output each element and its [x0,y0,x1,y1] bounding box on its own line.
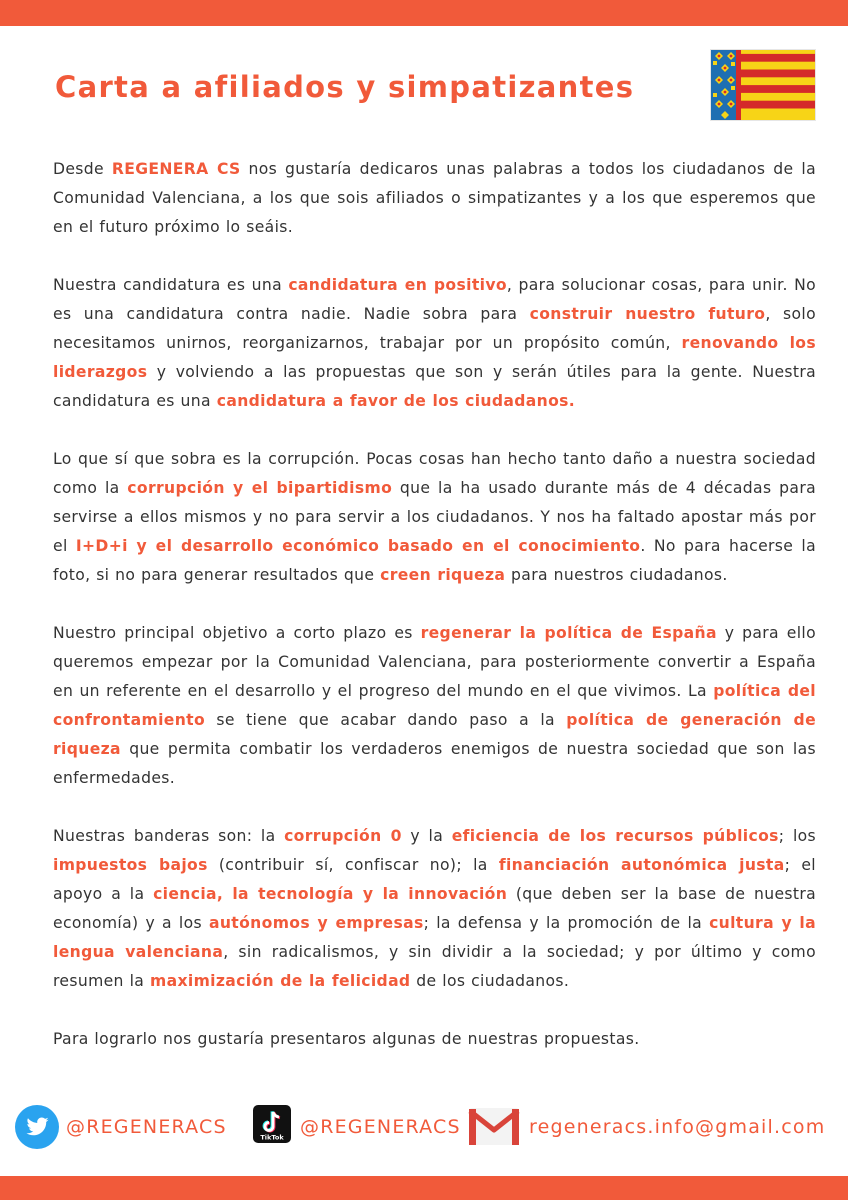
highlighted-text: autónomos y empresas [208,914,424,932]
body-text-segment: ; los [778,827,817,845]
highlighted-text: regenerar la política de España [420,624,717,642]
body-text-segment: que permita combatir los verdaderos enemigos de nuestra sociedad que son las enfermedades. [53,740,816,787]
paragraph [53,445,816,590]
body-text-segment: y para ello queremos empezar por la Comunidad Valenciana, para posteriormente convertir a España en un referente en el desarrollo y el progreso del mundo en el que vivimos. La [53,624,816,700]
body-text-segment: , para solucionar cosas, para unir. No es una candidatura contra nadie. Nadie sobra para [53,276,817,323]
body-text-segment: ; la defensa y la promoción de la [423,914,710,932]
page-title: Carta a afiliados y simpatizantes [55,70,635,104]
body-text-segment: . No para hacerse la foto, si no para generar resultados que [53,537,816,584]
highlighted-text: política del confrontamiento [53,682,816,729]
body-text-segment: ; el apoyo a la [53,856,816,903]
body-text-segment: Nuestro principal objetivo a corto plazo es [53,624,421,642]
body-text-segment: Lo que sí que sobra es la corrupción. Pocas cosas han hecho tanto daño a nuestra sociedad como la [53,450,816,497]
twitter-icon[interactable] [15,1105,61,1151]
tiktok-logo-text: TikTok [260,1133,284,1142]
body-text-segment: de los ciudadanos. [410,972,570,990]
highlighted-text: política de generación de riqueza [53,711,817,758]
body-text-segment: Desde [53,160,112,178]
body-text-segment: Nuestra candidatura es una [53,276,289,294]
highlighted-text: cultura y la lengua valenciana [53,914,817,961]
letter-body [53,155,816,1083]
tiktok-icon[interactable] [253,1105,291,1151]
tiktok-handle[interactable]: @REGENERACS [300,1116,461,1138]
paragraph [53,155,816,242]
body-text-segment: Nuestras banderas son: la [53,827,285,845]
body-text-segment: que la ha usado durante más de 4 décadas para servirse a ellos mismos y no para servir a los ciudadanos. Y nos ha faltado apostar más por el [53,479,816,555]
highlighted-text: corrupción 0 [284,827,402,845]
body-text-segment: , sin radicalismos, y sin dividir a la sociedad; y por último y como resumen la [53,943,816,990]
valencian-flag-icon [710,49,816,121]
body-text-segment: (contribuir sí, confiscar no); la [207,856,499,874]
body-text-segment: y volviendo a las propuestas que son y serán útiles para la gente. Nuestra candidatura es una [53,363,816,410]
highlighted-text: corrupción y el bipartidismo [127,479,393,497]
paragraph [53,619,816,793]
gmail-icon[interactable] [468,1105,520,1151]
highlighted-text: renovando los liderazgos [53,334,816,381]
body-text-segment: para nuestros ciudadanos. [505,566,728,584]
highlighted-text: ciencia, la tecnología y la innovación [153,885,508,903]
body-text-segment: (que deben ser la base de nuestra economía) y a los [53,885,816,932]
highlighted-text: REGENERA CS [111,160,241,178]
body-text-segment: Para lograrlo nos gustaría presentaros algunas de nuestras propuestas. [53,1030,640,1048]
highlighted-text: construir nuestro futuro [529,305,766,323]
highlighted-text: creen riqueza [380,566,506,584]
twitter-handle[interactable]: @REGENERACS [66,1116,227,1138]
body-text-segment: se tiene que acabar dando paso a la [205,711,567,729]
highlighted-text: impuestos bajos [53,856,208,874]
highlighted-text: maximización de la felicidad [150,972,411,990]
top-accent-bar [0,0,848,26]
body-text-segment: y la [401,827,452,845]
highlighted-text: candidatura a favor de los ciudadanos. [216,392,576,410]
email-address[interactable]: regeneracs.info@gmail.com [529,1116,826,1138]
highlighted-text: I+D+i y el desarrollo económico basado en el conocimiento [75,537,641,555]
body-text-segment: nos gustaría dedicaros unas palabras a todos los ciudadanos de la Comunidad Valenciana, a los que sois afiliados o simpatizantes y a los que esperemos que en el futuro próximo lo seáis. [53,160,816,236]
highlighted-text: eficiencia de los recursos públicos [451,827,779,845]
paragraph [53,1025,816,1054]
body-text-segment: , solo necesitamos unirnos, reorganizarnos, trabajar por un propósito común, [53,305,816,352]
highlighted-text: candidatura en positivo [288,276,507,294]
paragraph [53,271,816,416]
bottom-accent-bar [0,1176,848,1200]
highlighted-text: financiación autonómica justa [498,856,785,874]
paragraph [53,822,816,996]
